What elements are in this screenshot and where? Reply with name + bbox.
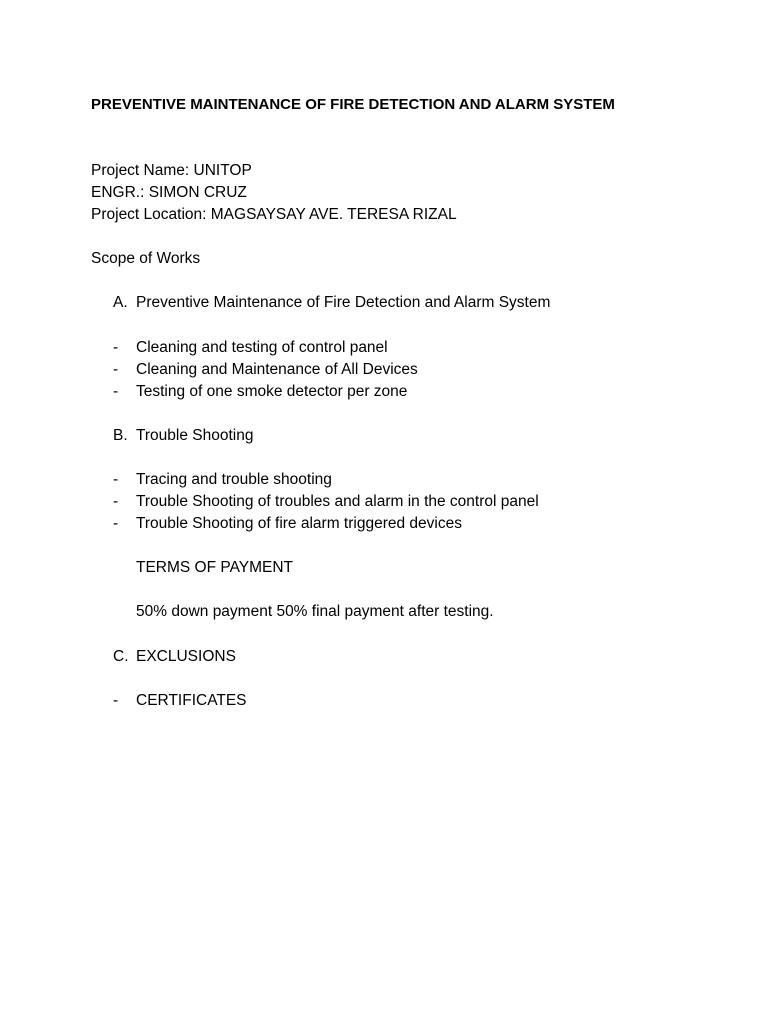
bullet-marker: - <box>113 383 119 400</box>
terms-text: 50% down payment 50% final payment after testing. <box>136 603 494 620</box>
bullet-marker: - <box>113 493 119 510</box>
terms-heading: TERMS OF PAYMENT <box>136 559 294 576</box>
section-a-label: Preventive Maintenance of Fire Detection and Alarm System <box>136 294 551 311</box>
bullet-marker: - <box>113 339 119 356</box>
section-c-marker: C. <box>113 648 129 665</box>
scope-heading: Scope of Works <box>91 250 201 267</box>
bullet-marker: - <box>113 361 119 378</box>
section-c-label: EXCLUSIONS <box>136 648 236 665</box>
document-title: PREVENTIVE MAINTENANCE OF FIRE DETECTION AND ALARM SYSTEM <box>91 96 615 113</box>
section-b-item: Trouble Shooting of fire alarm triggered devices <box>136 515 462 532</box>
section-a-item: Cleaning and Maintenance of All Devices <box>136 361 418 378</box>
section-b-item: Trouble Shooting of troubles and alarm in the control panel <box>136 493 539 510</box>
bullet-marker: - <box>113 471 119 488</box>
section-a-marker: A. <box>113 294 128 311</box>
section-b-item: Tracing and trouble shooting <box>136 471 332 488</box>
section-b-label: Trouble Shooting <box>136 427 254 444</box>
project-name: Project Name: UNITOP <box>91 162 252 179</box>
section-c-item: CERTIFICATES <box>136 692 247 709</box>
bullet-marker: - <box>113 692 119 709</box>
section-b-marker: B. <box>113 427 128 444</box>
section-a-item: Cleaning and testing of control panel <box>136 339 388 356</box>
project-location: Project Location: MAGSAYSAY AVE. TERESA RIZAL <box>91 206 457 223</box>
bullet-marker: - <box>113 515 119 532</box>
section-a-item: Testing of one smoke detector per zone <box>136 383 408 400</box>
engineer-name: ENGR.: SIMON CRUZ <box>91 184 247 201</box>
